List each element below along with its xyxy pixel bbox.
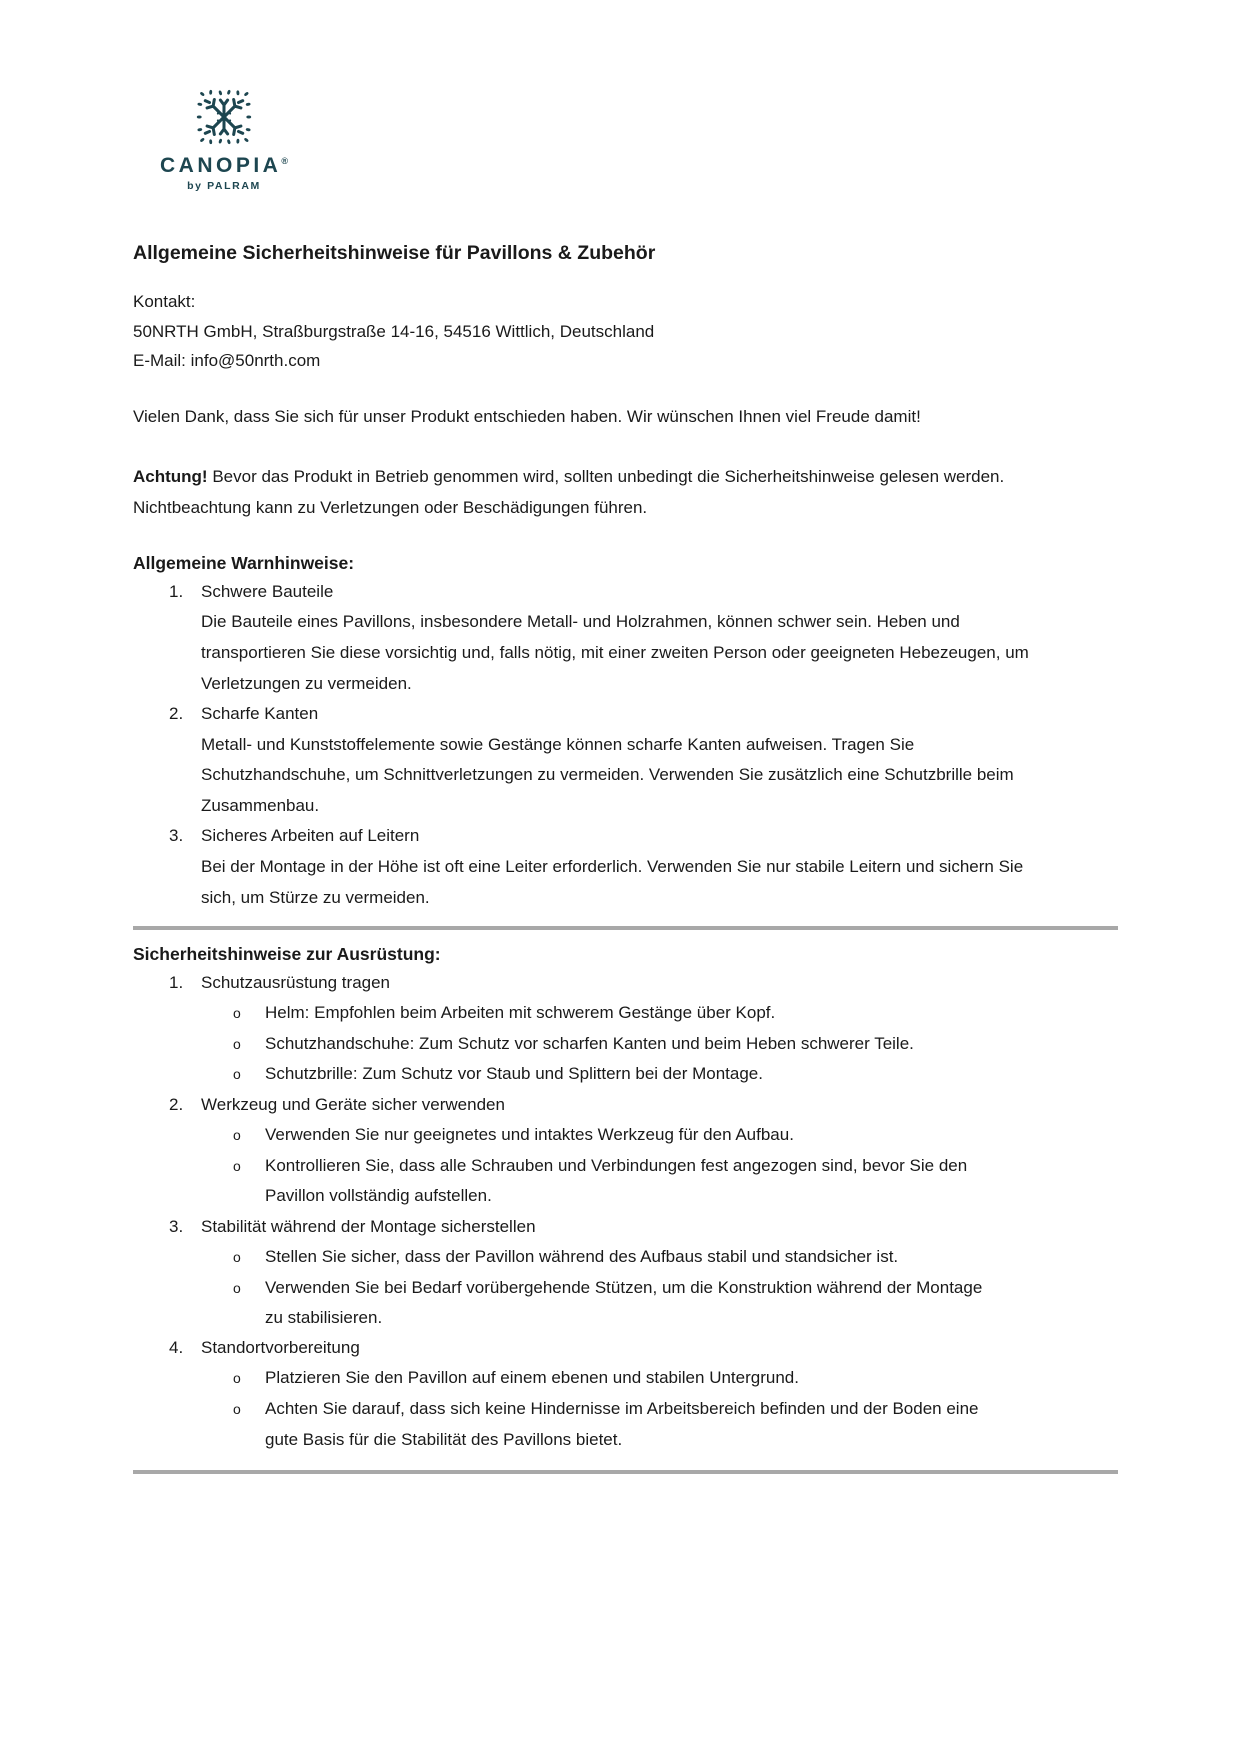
circle-bullet-marker: o (233, 1370, 241, 1387)
list-item (133, 1212, 1110, 1242)
section-heading-ausruestung: Sicherheitshinweise zur Ausrüstung: (133, 944, 441, 965)
circle-bullet-marker: o (233, 1158, 241, 1175)
list-item-number: 3. (169, 826, 184, 846)
list-item-text: Scharfe Kanten Metall- und Kunststoffelemente sowie Gestänge können scharfe Kanten aufweisen. Tragen Sie Schutzhandschuhe, um Schnittverletzungen zu vermeiden. Verwenden Sie zusätzlich eine Schutzbrille beim Zusammenbau. (201, 704, 1014, 815)
canopia-logo (157, 88, 291, 192)
list-item-title: Schutzausrüstung tragen (201, 972, 391, 992)
circle-bullet-marker: o (233, 1004, 241, 1021)
sub-bullet-text: Verwenden Sie nur geeignetes und intaktes Werkzeug für den Aufbau. (265, 1125, 794, 1145)
list-item-text: Schwere Bauteile Die Bauteile eines Pavillons, insbesondere Metall- und Holzrahmen, können schwer sein. Heben und transportieren Sie diese vorsichtig und, falls nötig, mit einer zweiten Person oder geeigneten Hebezeugen, um Verletzungen zu vermeiden. (201, 581, 1029, 693)
sub-bullet-text: Helm: Empfohlen beim Arbeiten mit schwerem Gestänge über Kopf. (265, 1002, 776, 1022)
canopia-tree-icon (193, 88, 255, 146)
list-item (133, 1090, 1110, 1120)
list-item-number: 4. (169, 1338, 184, 1358)
list-item (133, 968, 1110, 998)
list-item (133, 699, 1110, 821)
contact-email: E-Mail: info@50nrth.com (133, 351, 321, 371)
section-divider (133, 1470, 1118, 1474)
list-item (133, 577, 1110, 699)
warning-text: Bevor das Produkt in Betrieb genommen wird, sollten unbedingt die Sicherheitshinweise gelesen werden. Nichtbeachtung kann zu Verletzungen oder Beschädigungen führen. (133, 466, 1005, 517)
sub-bullet-text: Achten Sie darauf, dass sich keine Hindernisse im Arbeitsbereich befinden und der Boden eine gute Basis für die Stabilität des Pavillons bietet. (265, 1399, 979, 1449)
circle-bullet-marker: o (233, 1401, 241, 1418)
list-item-number: 2. (169, 1095, 184, 1115)
sub-bullet-text: Kontrollieren Sie, dass alle Schrauben und Verbindungen fest angezogen sind, bevor Sie den Pavillon vollständig aufstellen. (265, 1156, 968, 1206)
list-item-number: 3. (169, 1216, 184, 1236)
list-item-title: Standortvorbereitung (201, 1338, 360, 1358)
ausruestung-list (133, 968, 1110, 1455)
warning-label: Achtung! (133, 466, 208, 486)
brand-byline: by PALRAM (187, 180, 261, 193)
sub-bullet-text: Platzieren Sie den Pavillon auf einem ebenen und stabilen Untergrund. (265, 1368, 799, 1388)
sub-bullet (133, 1273, 1110, 1334)
warning-paragraph (133, 462, 1013, 524)
list-item-text: Sicheres Arbeiten auf Leitern Bei der Montage in der Höhe ist oft eine Leiter erforderlich. Verwenden Sie nur stabile Leitern und sichern Sie sich, um Stürze zu vermeiden. (201, 826, 1024, 907)
list-item-number: 2. (169, 704, 184, 724)
list-item-title: Werkzeug und Geräte sicher verwenden (201, 1095, 505, 1115)
sub-bullet (133, 1242, 1110, 1273)
warnhinweise-list (133, 577, 1110, 914)
sub-bullet (133, 1029, 1110, 1060)
contact-address: 50NRTH GmbH, Straßburgstraße 14-16, 54516 Wittlich, Deutschland (133, 321, 655, 341)
sub-bullet (133, 1059, 1110, 1090)
circle-bullet-marker: o (233, 1035, 241, 1052)
sub-bullet (133, 1151, 1110, 1212)
list-item-title: Stabilität während der Montage sicherstellen (201, 1216, 536, 1236)
contact-label: Kontakt: (133, 292, 196, 312)
circle-bullet-marker: o (233, 1066, 241, 1083)
contact-block (133, 287, 1110, 375)
sub-bullet-text: Stellen Sie sicher, dass der Pavillon während des Aufbaus stabil und standsicher ist. (265, 1246, 899, 1266)
section-divider (133, 926, 1118, 930)
list-item-number: 1. (169, 972, 184, 992)
list-item (133, 1333, 1110, 1363)
section-heading-warnhinweise: Allgemeine Warnhinweise: (133, 553, 355, 574)
circle-bullet-marker: o (233, 1248, 241, 1265)
sub-bullet (133, 1363, 1110, 1394)
sub-bullet (133, 998, 1110, 1029)
circle-bullet-marker: o (233, 1127, 241, 1144)
circle-bullet-marker: o (233, 1279, 241, 1296)
intro-paragraph: Vielen Dank, dass Sie sich für unser Produkt entschieden haben. Wir wünschen Ihnen viel Freude damit! (133, 406, 921, 426)
list-item-number: 1. (169, 581, 184, 601)
brand-wordmark: CANOPIA® (160, 154, 288, 177)
page-title: Allgemeine Sicherheitshinweise für Pavillons & Zubehör (133, 242, 656, 265)
sub-bullet (133, 1120, 1110, 1151)
sub-bullet-text: Schutzbrille: Zum Schutz vor Staub und Splittern bei der Montage. (265, 1064, 763, 1084)
sub-bullet-text: Verwenden Sie bei Bedarf vorübergehende Stützen, um die Konstruktion während der Montage zu stabilisieren. (265, 1277, 983, 1327)
sub-bullet (133, 1394, 1110, 1455)
sub-bullet-text: Schutzhandschuhe: Zum Schutz vor scharfen Kanten und beim Heben schwerer Teile. (265, 1033, 914, 1053)
list-item (133, 821, 1110, 913)
registered-mark: ® (281, 156, 288, 166)
